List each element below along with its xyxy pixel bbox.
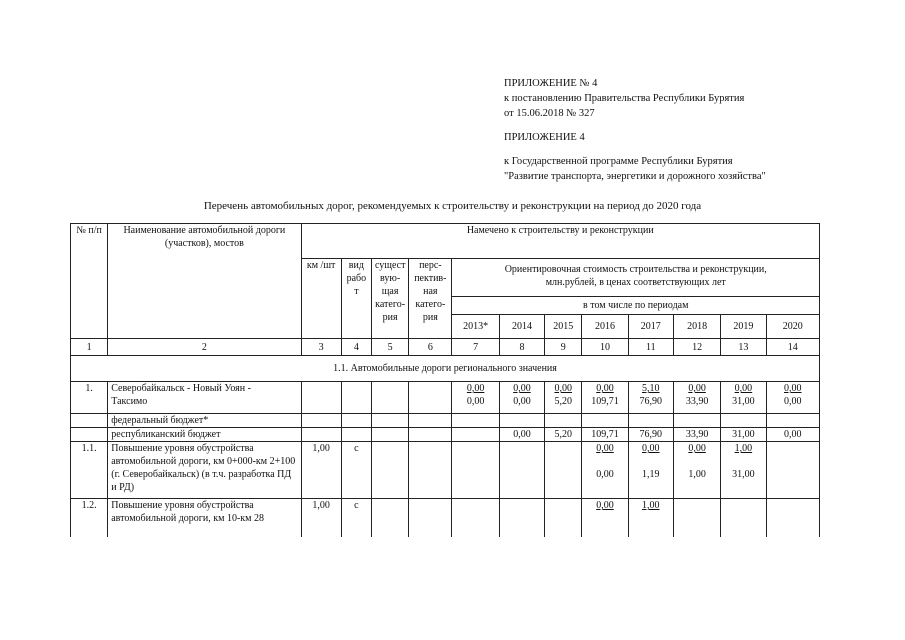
header-existing-line: катего- bbox=[375, 299, 406, 310]
value-cell bbox=[721, 382, 766, 414]
section-title: 1.1. Автомобильные дороги регионального значения bbox=[71, 356, 820, 382]
value-cell bbox=[582, 499, 628, 538]
header-year: 2013* bbox=[452, 315, 499, 339]
row-name bbox=[108, 382, 301, 414]
value-top: 0,00 bbox=[688, 443, 706, 454]
column-number: 6 bbox=[409, 339, 452, 356]
value-cell: 0,00 bbox=[499, 428, 544, 442]
value-cell bbox=[766, 499, 819, 538]
appendix-line: ПРИЛОЖЕНИЕ 4 bbox=[504, 132, 585, 143]
value-cell bbox=[766, 382, 819, 414]
roads-table bbox=[70, 223, 820, 537]
row-num: 1.1. bbox=[71, 442, 108, 499]
header-year: 2015 bbox=[545, 315, 582, 339]
column-number: 9 bbox=[545, 339, 582, 356]
row-name-line: Таксимо bbox=[111, 396, 148, 407]
appendix-line: "Развитие транспорта, энергетики и дорожного хозяйства" bbox=[504, 171, 766, 182]
column-number: 1 bbox=[71, 339, 108, 356]
value-top: 0,00 bbox=[513, 383, 531, 394]
value-bottom: 76,90 bbox=[639, 396, 663, 407]
value-bottom: 0,00 bbox=[513, 396, 531, 407]
value-bottom: 31,00 bbox=[732, 396, 755, 407]
table-row bbox=[71, 414, 820, 428]
row-km: 1,00 bbox=[301, 499, 341, 538]
value-bottom: 109,71 bbox=[591, 396, 619, 407]
header-num: № п/п bbox=[71, 224, 108, 339]
header-work-type bbox=[341, 259, 371, 339]
republic-budget-label: республиканский бюджет bbox=[108, 428, 301, 442]
value-cell bbox=[452, 428, 499, 442]
value-cell: 5,20 bbox=[545, 428, 582, 442]
header-year: 2016 bbox=[582, 315, 628, 339]
value-bottom: 31,00 bbox=[732, 469, 755, 480]
value-top: 0,00 bbox=[466, 383, 485, 394]
header-km: км /шт bbox=[301, 259, 341, 339]
header-year: 2019 bbox=[721, 315, 766, 339]
header-existing-line: рия bbox=[382, 312, 398, 323]
column-number: 5 bbox=[371, 339, 408, 356]
value-top: 0,00 bbox=[688, 383, 706, 394]
value-cell: 33,90 bbox=[673, 428, 720, 442]
column-number: 4 bbox=[341, 339, 371, 356]
value-cell bbox=[673, 442, 720, 499]
appendix-line: к Государственной программе Республики Бурятия bbox=[504, 156, 733, 167]
value-bottom: 5,20 bbox=[554, 396, 572, 407]
value-top: 0,00 bbox=[784, 383, 802, 394]
column-number: 10 bbox=[582, 339, 628, 356]
header-existing-line: щая bbox=[381, 286, 399, 297]
federal-budget-label: федеральный бюджет* bbox=[108, 414, 301, 428]
row-km: 1,00 bbox=[301, 442, 341, 499]
value-cell: 109,71 bbox=[582, 428, 628, 442]
value-cell bbox=[582, 442, 628, 499]
value-top: 0,00 bbox=[596, 443, 614, 454]
column-number: 14 bbox=[766, 339, 819, 356]
header-year: 2017 bbox=[628, 315, 673, 339]
table-row bbox=[71, 382, 820, 414]
value-cell bbox=[721, 442, 766, 499]
row-name: Повышение уровня обустройства автомобильной дороги, км 10-км 28 bbox=[108, 499, 301, 538]
value-bottom: 0,00 bbox=[596, 469, 614, 480]
header-perspective-category bbox=[409, 259, 452, 339]
value-cell bbox=[673, 499, 720, 538]
value-top: 1,00 bbox=[642, 500, 660, 511]
value-cell bbox=[545, 499, 582, 538]
value-cell: 31,00 bbox=[721, 428, 766, 442]
value-top: 1,00 bbox=[734, 443, 753, 454]
column-number: 3 bbox=[301, 339, 341, 356]
row-name: Повышение уровня обустройства автомобильной дороги, км 0+000-км 2+100 (г. Северобайкальск) (в т.ч. разработка ПД и РД) bbox=[108, 442, 301, 499]
header-year: 2014 bbox=[499, 315, 544, 339]
value-cell bbox=[766, 442, 819, 499]
header-work-type-line: рабо bbox=[346, 273, 367, 284]
value-cell bbox=[628, 442, 673, 499]
appendix-line: ПРИЛОЖЕНИЕ № 4 bbox=[504, 78, 598, 89]
header-periods: в том числе по периодам bbox=[452, 297, 820, 315]
value-cell: 0,00 bbox=[766, 428, 819, 442]
value-cell bbox=[452, 382, 499, 414]
header-perspective-line: катего- bbox=[415, 299, 446, 310]
table-row bbox=[71, 442, 820, 499]
header-perspective-line: ная bbox=[423, 286, 438, 297]
value-cell bbox=[545, 382, 582, 414]
value-cell bbox=[582, 382, 628, 414]
header-existing-line: вую- bbox=[379, 273, 401, 284]
column-number: 11 bbox=[628, 339, 673, 356]
value-cell bbox=[499, 442, 544, 499]
column-number: 8 bbox=[499, 339, 544, 356]
value-cell bbox=[628, 499, 673, 538]
header-cost: Ориентировочная стоимость строительства и реконструкции, млн.рублей, в ценах соответствующих лет bbox=[452, 259, 820, 297]
row-name-line: Северобайкальск - Новый Уоян - bbox=[111, 383, 251, 394]
value-cell bbox=[499, 382, 544, 414]
header-perspective-line: рия bbox=[422, 312, 438, 323]
value-cell bbox=[628, 382, 673, 414]
value-bottom: 33,90 bbox=[685, 396, 709, 407]
value-bottom: 1,00 bbox=[688, 469, 706, 480]
row-work-type: с bbox=[341, 499, 371, 538]
value-cell: 76,90 bbox=[628, 428, 673, 442]
header-work-type-line: вид bbox=[348, 260, 364, 271]
header-existing-category bbox=[371, 259, 408, 339]
value-bottom: 0,00 bbox=[466, 396, 485, 407]
column-number: 2 bbox=[108, 339, 301, 356]
header-existing-line: сущест bbox=[374, 260, 406, 271]
appendix-line: от 15.06.2018 № 327 bbox=[504, 108, 595, 119]
column-number: 7 bbox=[452, 339, 499, 356]
column-number: 13 bbox=[721, 339, 766, 356]
header-name: Наименование автомобильной дороги (участков), мостов bbox=[108, 224, 301, 339]
value-top: 0,00 bbox=[596, 500, 614, 511]
row-num: 1.2. bbox=[71, 499, 108, 538]
table-row bbox=[71, 428, 820, 442]
value-top: 0,00 bbox=[734, 383, 753, 394]
value-top: 0,00 bbox=[596, 383, 614, 394]
value-top: 5,10 bbox=[642, 383, 660, 394]
column-number: 12 bbox=[673, 339, 720, 356]
header-planned: Намечено к строительству и реконструкции bbox=[301, 224, 819, 259]
header-year: 2018 bbox=[673, 315, 720, 339]
value-bottom: 0,00 bbox=[784, 396, 802, 407]
value-cell bbox=[452, 442, 499, 499]
value-cell bbox=[452, 499, 499, 538]
header-perspective-line: перс- bbox=[419, 260, 442, 271]
row-num: 1. bbox=[71, 382, 108, 414]
value-cell bbox=[499, 499, 544, 538]
table-row bbox=[71, 499, 820, 538]
value-cell bbox=[545, 442, 582, 499]
header-work-type-line: т bbox=[354, 286, 359, 297]
header-perspective-line: пектив- bbox=[414, 273, 447, 284]
header-year: 2020 bbox=[766, 315, 819, 339]
value-top: 0,00 bbox=[642, 443, 660, 454]
value-cell bbox=[721, 499, 766, 538]
value-top: 0,00 bbox=[554, 383, 572, 394]
row-work-type: с bbox=[341, 442, 371, 499]
value-cell bbox=[673, 382, 720, 414]
value-bottom: 1,19 bbox=[642, 469, 660, 480]
document-title: Перечень автомобильных дорог, рекомендуемых к строительству и реконструкции на период до 2020 года bbox=[203, 200, 702, 212]
appendix-line: к постановлению Правительства Республики Бурятия bbox=[504, 93, 745, 104]
